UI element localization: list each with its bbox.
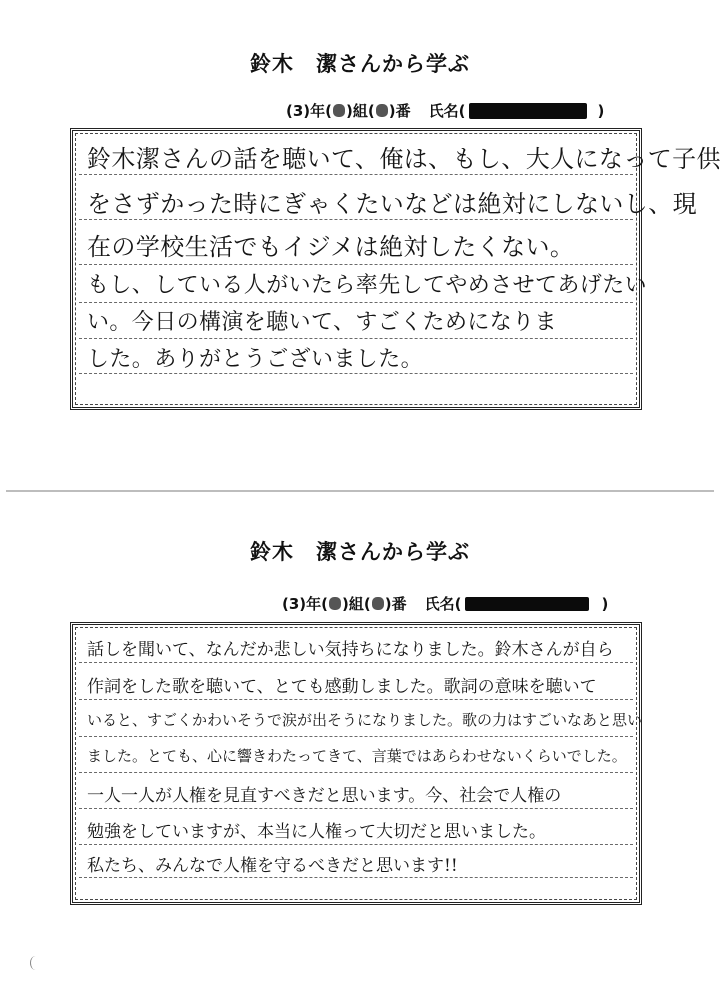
essay-box [70, 128, 721, 410]
sheet-title: 鈴木 潔さんから学ぶ [250, 540, 470, 564]
essay-line-2: 作詞をした歌を聴いて、とても感動しました。歌詞の意味を聴いて [87, 677, 597, 697]
ruled-line [79, 772, 633, 774]
number-redaction [372, 597, 384, 610]
name-close: ) [597, 101, 605, 120]
number-label: )番 [388, 102, 411, 120]
ruled-line [79, 338, 633, 340]
essay-line-2: をさずかった時にぎゃくたいなどは絶対にしないし、現 [87, 190, 697, 218]
class-redaction [333, 104, 345, 117]
grade-open: ( [282, 594, 289, 613]
ruled-line [79, 373, 633, 375]
grade-value: 3 [288, 594, 300, 613]
essay-line-6: 勉強をしていますが、本当に人権って大切だと思いました。 [87, 822, 546, 842]
essay-line-1: 話しを聞いて、なんだか悲しい気持ちになりました。鈴木さんが自ら [87, 640, 614, 660]
ruled-line [79, 302, 633, 304]
class-label: )組( [346, 102, 375, 120]
sheet-title: 鈴木 潔さんから学ぶ [250, 52, 470, 76]
class-label: )組( [342, 595, 371, 613]
essay-line-7: 私たち、みんなで人権を守るべきだと思います!! [87, 856, 458, 876]
ruled-line [79, 877, 633, 879]
ruled-line [79, 844, 633, 846]
essay-box [70, 622, 642, 905]
ruled-line [79, 662, 633, 664]
number-label: )番 [384, 595, 407, 613]
essay-line-3: 在の学校生活でもイジメは絶対したくない。 [87, 233, 575, 261]
essay-sheet-1 [0, 0, 720, 490]
class-redaction [329, 597, 341, 610]
grade-open: ( [286, 101, 293, 120]
student-info-row [282, 593, 608, 614]
page-divider [6, 490, 714, 492]
number-redaction [376, 104, 388, 117]
grade-label: )年( [303, 102, 333, 120]
essay-line-6: した。ありがとうございました。 [87, 347, 424, 372]
essay-line-1: 鈴木潔さんの話を聴いて、俺は、もし、大人になって子供 [87, 145, 721, 173]
student-info-row [286, 100, 604, 121]
essay-sheet-2 [0, 496, 720, 989]
essay-line-4: ました。とても、心に響きわたってきて、言葉ではあらわせないくらいでした。 [87, 747, 627, 765]
ruled-line [79, 174, 633, 176]
name-redaction [469, 103, 587, 119]
essay-line-5: 一人一人が人権を見直すべきだと思います。今、社会で人権の [87, 786, 562, 806]
grade-value: 3 [292, 101, 304, 120]
ruled-line [79, 736, 633, 738]
essay-line-5: い。今日の構演を聴いて、すごくためになりま [87, 310, 557, 335]
grade-label: )年( [299, 595, 329, 613]
name-label: 氏名( [428, 102, 466, 120]
name-label: 氏名( [424, 595, 462, 613]
scan-mark [30, 956, 41, 970]
ruled-line [79, 219, 633, 221]
essay-line-4: もし、している人がいたら率先してやめさせてあげたい [87, 273, 648, 298]
ruled-line [79, 699, 633, 701]
essay-line-3: いると、すごくかわいそうで涙が出そうになりました。歌の力はすごいなあと思い [87, 711, 643, 729]
name-close: ) [601, 594, 609, 613]
ruled-line [79, 808, 633, 810]
name-redaction [465, 597, 589, 611]
ruled-line [79, 264, 633, 266]
